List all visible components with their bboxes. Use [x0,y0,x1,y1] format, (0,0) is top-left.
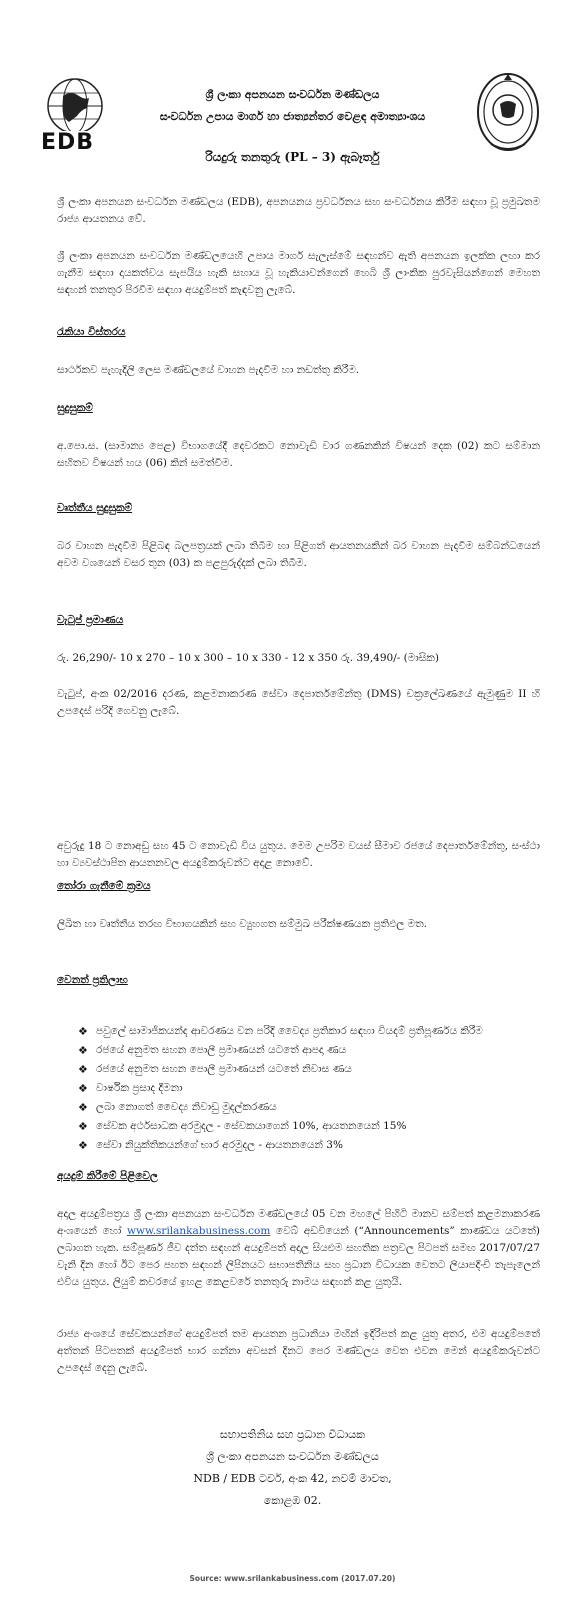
list-item: ❖ රජයේ අනුමත සහන පොලී ප්‍රමාණයන් යටතේ ආපදා ණය [78,1044,347,1057]
salary-note: වැටුප්, අංක 02/2016 දරණ, කළමනාකරණ සේවා දෙපාර්තමේන්තු (DMS) චක්‍රලේඛණයේ ඇමුණුම II හි උපදෙස් පරිදි ගෙවනු ලැබේ. [57,688,540,717]
diamond-bullet-icon: ❖ [78,1139,88,1152]
list-item: ❖ පවුලේ සාමාජිකයන්ද ආවරණය වන පරිදි වෛද්‍ය ප්‍රතිකාර සඳහා වියදම් ප්‍රතිපූර්ණය කිරීම [78,1025,483,1038]
diamond-bullet-icon: ❖ [78,1025,88,1038]
signatory-org: ශ්‍රී ලංකා අපනයන සංවර්ධන මණ්ඩලය [206,1450,379,1463]
professional-qualifications-heading: වෘත්තීය සුදුසුකම් [57,502,133,514]
source-caption: Source: www.srilankabusiness.com (2017.07.20) [189,1574,396,1583]
selection-method-text: ලිඛිත හා වෘත්තීය තරඟ විභාගයකින් සහ ව්‍යුහගත සම්මුඛ පරීක්ෂණයක ප්‍රතිඵල මත. [57,918,427,930]
list-item: ❖ වාර්ෂික ප්‍රසාද දීමනා [78,1082,183,1095]
professional-qualifications-text: බර වාහන පැදවීම පිළිබඳ බලපත්‍රයක් ලබා තිබීම හා පිළිගත් ආයතනයකින් බර වාහන පැදවීම සම්බන්ධයෙන් අවම වශයෙන් වසර තුන (03) ක පළපුරුද්දක් ලබා තිබීම. [57,540,540,569]
diamond-bullet-icon: ❖ [78,1063,88,1076]
qualifications-heading: සුදුසුකම් [57,402,93,414]
diamond-bullet-icon: ❖ [78,1044,88,1057]
how-to-apply-paragraph-2: රාජ්‍ය අංශයේ සේවකයන්ගේ අයදුම්පත් තම ආයතන ප්‍රධානියා මඟින් ඉදිරිපත් කළ යුතු අතර, එම අයදුම්පතේ අත්තන් පිටපතක් අයදුම්පත් භාර ගන්නා අවසන් දිනට පෙර මණ්ඩලය වෙත එවන මෙන් අයදුම්කරුවන්ට උපදෙස් දෙනු ලැබේ. [57,1328,540,1374]
diamond-bullet-icon: ❖ [78,1101,88,1114]
how-to-apply-paragraph-1: අදාල අයදුම්පත්‍රය ශ්‍රී ලංකා අපනයන සංවර්ධන මණ්ඩලයේ 05 වන මහලේ පිහිටි මානව සම්පත් කළමනාකරණ අංශයෙන් හෝ www.srilankabusiness.com වෙබ් අඩවියෙන් (“Announcements” කාණ්ඩය යටතේ) ලබාගත හැක. සම්පූර්ණ ජීව දත්ත සඳහන් අයදුම්පත් අදාල සියළුම සහතික පත්‍රවල පිටපත් සමඟ 2017/07/27 වැනි දින හෝ ඊට පෙර පහත සඳහන් ලිපිනයට සභාපතිනිය සහ ප්‍රධාන විධායක වෙතට ලියාපදිංචි තැපැලෙන් එවිය යුතුය. ලියුම් කවරයේ ඉහළ කෙළවරේ තනතුරු නාමය සඳහන් කළ යුතුයි. [57,1208,541,1288]
address-line-1: NDB / EDB ටවර්, අංක 42, නවම් මාවත, [193,1472,392,1485]
list-item: ❖ රජයේ අනුමත සහන පොලී ප්‍රමාණයන් යටතේ නිවාස ණය [78,1063,352,1076]
org-name: ශ්‍රී ලංකා අපනයන සංවර්ධන මණ්ඩලය [205,88,380,101]
list-item: ❖ ලබා නොගත් වෛද්‍ය නිවාඩු මුදල්කරණය [78,1101,277,1114]
job-description-heading: රැකියා විස්තරය [57,326,126,338]
vacancy-title: රියදුරු තනතුරු (PL – 3) ඇබෑර්තු [205,150,380,164]
how-to-apply-heading: අයදුම් කිරීමේ පිළිවෙල [57,1170,158,1182]
list-item: ❖ සේවා නියුක්තිකයන්ගේ භාර අරමුදල - ආයතනයෙන් 3% [78,1139,343,1152]
benefits-heading: වෙනත් ප්‍රතිලාභ [57,974,128,986]
qualifications-text: අ.පො.ස. (සාමාන්‍ය පෙළ) විභාගයේදී දෙවරකට නොවැඩි වාර ගණනකින් විෂයන් දෙක (02) කට සම්මාන සහිතව විෂයන් හය (06) කින් සමත්වීම. [57,440,540,469]
diamond-bullet-icon: ❖ [78,1082,88,1095]
salary-heading: වැටුප් ප්‍රමාණය [57,614,124,626]
signatory-title: සභාපතිනිය සහ ප්‍රධාන විධායක [219,1428,366,1441]
job-description-text: සාර්ථකව පැහැදිලි ලෙස මණ්ඩලයේ වාහන පැදවීම හා නඩත්තු කිරීම. [57,364,360,376]
intro-paragraph-2: ශ්‍රී ලංකා අපනයන සංවර්ධන මණ්ඩලයෙහි උපාය මාර්ග සැලැස්මේ සඳහන්ව ඇති අපනයන ඉලක්ක ලඟා කර ගැනීම සඳහා දායකත්වය සැපයිය හැකි සහාය වූ හැකියාවන්ගෙන් හෙබි ශ්‍රී ලාංකික පුරවැසියන්ගෙන් මෙහත සඳහන් තනතුර පිරවීම සඳහා අයදුම්පත් කැඳවනු ලැබේ. [57,250,540,296]
diamond-bullet-icon: ❖ [78,1120,88,1133]
age-requirement-text: අවුරුදු 18 ට නොඅඩු සහ 45 ට නොවැඩි විය යුතුය. මෙම උපරිම වයස් සීමාව රජයේ දෙපාර්තමේන්තු, සංස්ථා හා ව්‍යවස්ථාපිත ආයතනවල අයදුම්කරුවන්ට අදාළ නොවේ. [57,840,540,869]
website-link[interactable]: www.srilankabusiness.com [126,1225,271,1237]
benefits-list [78,1022,548,1155]
list-item: ❖ සේවක අර්ථසාධක අරමුදල - සේවකයාගෙන් 10%, ආයතනයෙන් 15% [78,1120,407,1133]
edb-logo-text: EDB [41,130,95,155]
intro-paragraph-1: ශ්‍රී ලංකා අපනයන සංවර්ධන මණ්ඩලය (EDB), අපනයනය ප්‍රවර්ධනය සහ සංවර්ධනය කිරීම සඳහා වූ ප්‍රමුඛතම රාජ්‍ය ආයතනය වේ. [57,196,540,225]
salary-scale: රු. 26,290/- 10 x 270 – 10 x 300 – 10 x 330 - 12 x 350 රු. 39,490/- (මාසික) [57,652,439,664]
address-line-2: කොළඹ 02. [263,1494,322,1507]
ministry-name: සංවර්ධන උපාය මාර්ග හා ජාත්‍යන්තර වෙළඳ අමාත්‍යාංශය [159,110,426,123]
selection-method-heading: තෝරා ගැනීමේ ක්‍රමය [57,880,151,892]
